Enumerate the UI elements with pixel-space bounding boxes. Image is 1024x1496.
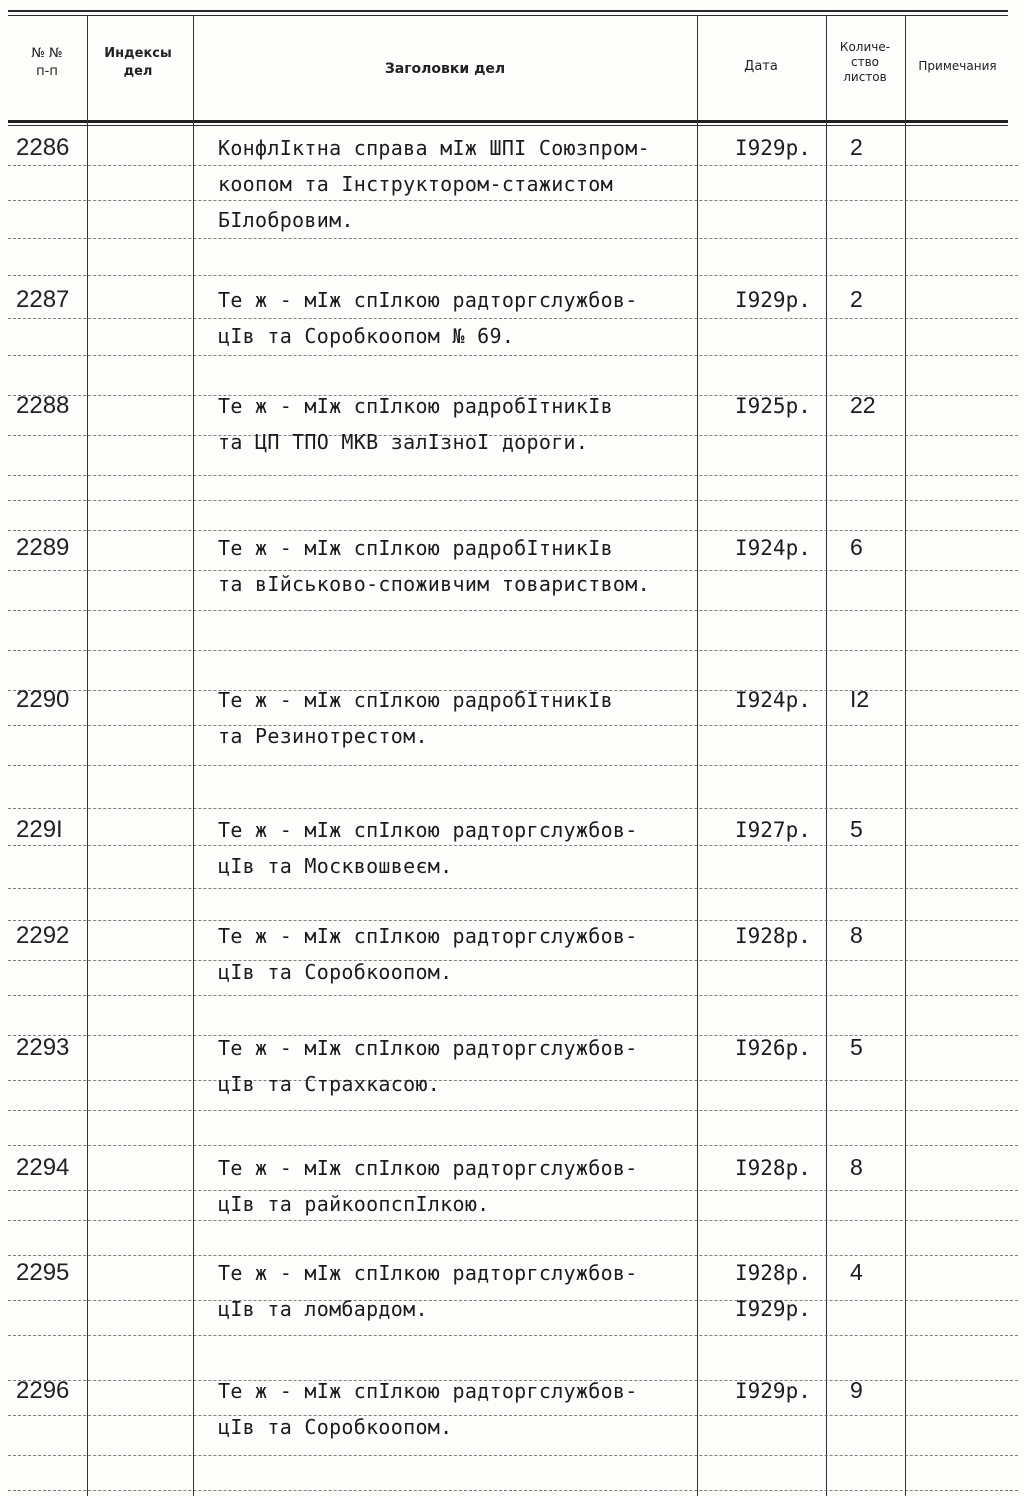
case-title-line: Те ж - мIж спIлкою радторгслужбов-	[218, 1156, 638, 1180]
case-date-value: I928р.	[735, 1156, 811, 1180]
case-date-value: I924р.	[735, 688, 811, 712]
sheet-count: 8	[850, 1154, 863, 1180]
case-date	[735, 530, 811, 566]
ruled-line	[8, 1145, 1018, 1146]
ruled-line	[8, 610, 1018, 611]
case-title	[218, 812, 708, 884]
case-title-line: та Резинотрестом.	[218, 724, 428, 748]
ruled-line	[8, 1490, 1018, 1491]
case-date-value: I929р.	[735, 1379, 811, 1403]
case-title-line: Те ж - мIж спIлкою радторгслужбов-	[218, 1261, 638, 1285]
case-date-value: I925р.	[735, 394, 811, 418]
header-title: Заголовки дел	[384, 61, 506, 77]
case-number: 2296	[16, 1377, 70, 1404]
case-date-value: I927р.	[735, 818, 811, 842]
sheet-count: 8	[850, 922, 863, 948]
case-number: 2289	[16, 534, 70, 561]
case-number: 2286	[16, 134, 70, 161]
case-title-line: та ЦП ТПО МКВ залIзноI дороги.	[218, 430, 589, 454]
case-title	[218, 130, 708, 238]
case-title	[218, 1255, 708, 1327]
ruled-line	[8, 355, 1018, 356]
header-date: Дата	[744, 59, 778, 74]
ruled-line	[8, 475, 1018, 476]
ruled-line	[8, 275, 1018, 276]
ruled-line	[8, 808, 1018, 809]
case-date	[735, 918, 811, 954]
case-title-line: коопом та Iнструктором-стажистом	[218, 172, 613, 196]
ruled-line	[8, 888, 1018, 889]
case-title-line: БIлобровим.	[218, 208, 354, 232]
case-title-line: та вIйськово-споживчим товариством.	[218, 572, 650, 596]
case-title-line: КонфлIктна справа мIж ШПІ Союзпром-	[218, 136, 650, 160]
case-date-value: I928р.	[735, 1261, 811, 1285]
case-title-line: цIв та Соробкоопом № 69.	[218, 324, 515, 348]
case-title	[218, 1030, 708, 1102]
case-number: 2287	[16, 286, 70, 313]
sheet-count: 9	[850, 1377, 863, 1403]
case-title	[218, 918, 708, 990]
ruled-line	[8, 238, 1018, 239]
case-title	[218, 682, 708, 754]
header-rule	[8, 120, 1008, 123]
case-date	[735, 282, 811, 318]
case-date-value: I929р.	[735, 136, 811, 160]
sheet-count: 6	[850, 534, 863, 560]
case-title-line: Те ж - мIж спIлкою радробIтникIв	[218, 688, 613, 712]
case-title-line: цIв та Страхкасою.	[218, 1072, 441, 1096]
top-border-thin	[8, 15, 1008, 16]
case-date	[735, 1255, 811, 1327]
case-date-value: I924р.	[735, 536, 811, 560]
case-title	[218, 282, 708, 354]
case-title-line: цIв та ломбардом.	[218, 1297, 428, 1321]
case-date	[735, 682, 811, 718]
case-title-line: цIв та райкоопспIлкою.	[218, 1192, 490, 1216]
case-title-line: цIв та Москвошвеєм.	[218, 854, 453, 878]
case-number: 2288	[16, 392, 70, 419]
sheet-count: 2	[850, 286, 863, 312]
case-title	[218, 530, 708, 602]
case-date-value: I928р.	[735, 924, 811, 948]
header-number: № № п-п	[31, 46, 63, 79]
header-index: Индексы дел	[104, 46, 172, 79]
case-number: 2295	[16, 1259, 70, 1286]
case-date	[735, 1030, 811, 1066]
case-title	[218, 388, 708, 460]
header-count: Количе- ство листов	[839, 40, 891, 84]
ruled-line	[8, 1455, 1018, 1456]
case-date	[735, 1373, 811, 1409]
case-date	[735, 130, 811, 166]
case-number: 229I	[16, 816, 63, 843]
case-title-line: цIв та Соробкоопом.	[218, 960, 453, 984]
case-title-line: Те ж - мIж спIлкою радторгслужбов-	[218, 924, 638, 948]
case-title-line: Те ж - мIж спIлкою радторгслужбов-	[218, 818, 638, 842]
case-title-line: Те ж - мIж спIлкою радторгслужбов-	[218, 1036, 638, 1060]
case-title-line: Те ж - мIж спIлкою радторгслужбов-	[218, 288, 638, 312]
case-date	[735, 388, 811, 424]
sheet-count: I2	[850, 686, 870, 712]
case-number: 2292	[16, 922, 70, 949]
case-title-line: Те ж - мIж спIлкою радробIтникIв	[218, 394, 613, 418]
case-title-line: Те ж - мIж спIлкою радторгслужбов-	[218, 1379, 638, 1403]
ruled-line	[8, 995, 1018, 996]
case-date	[735, 1150, 811, 1186]
case-date-value: I929р.	[735, 1297, 811, 1321]
case-number: 2293	[16, 1034, 70, 1061]
sheet-count: 22	[850, 392, 876, 418]
ruled-line	[8, 650, 1018, 651]
case-title-line: цIв та Соробкоопом.	[218, 1415, 453, 1439]
header-rule-thin	[8, 125, 1008, 126]
ruled-line	[8, 765, 1018, 766]
ruled-line	[8, 1335, 1018, 1336]
case-date	[735, 812, 811, 848]
case-title	[218, 1373, 708, 1445]
case-number: 2290	[16, 686, 70, 713]
sheet-count: 5	[850, 816, 863, 842]
sheet-count: 5	[850, 1034, 863, 1060]
ruled-line	[8, 1110, 1018, 1111]
case-date-value: I929р.	[735, 288, 811, 312]
header-notes: Примечания	[918, 59, 997, 73]
top-border	[8, 10, 1008, 12]
sheet-count: 4	[850, 1259, 863, 1285]
case-title	[218, 1150, 708, 1222]
case-date-value: I926р.	[735, 1036, 811, 1060]
case-number: 2294	[16, 1154, 70, 1181]
case-title-line: Те ж - мIж спIлкою радробIтникIв	[218, 536, 613, 560]
sheet-count: 2	[850, 134, 863, 160]
ruled-line	[8, 500, 1018, 501]
